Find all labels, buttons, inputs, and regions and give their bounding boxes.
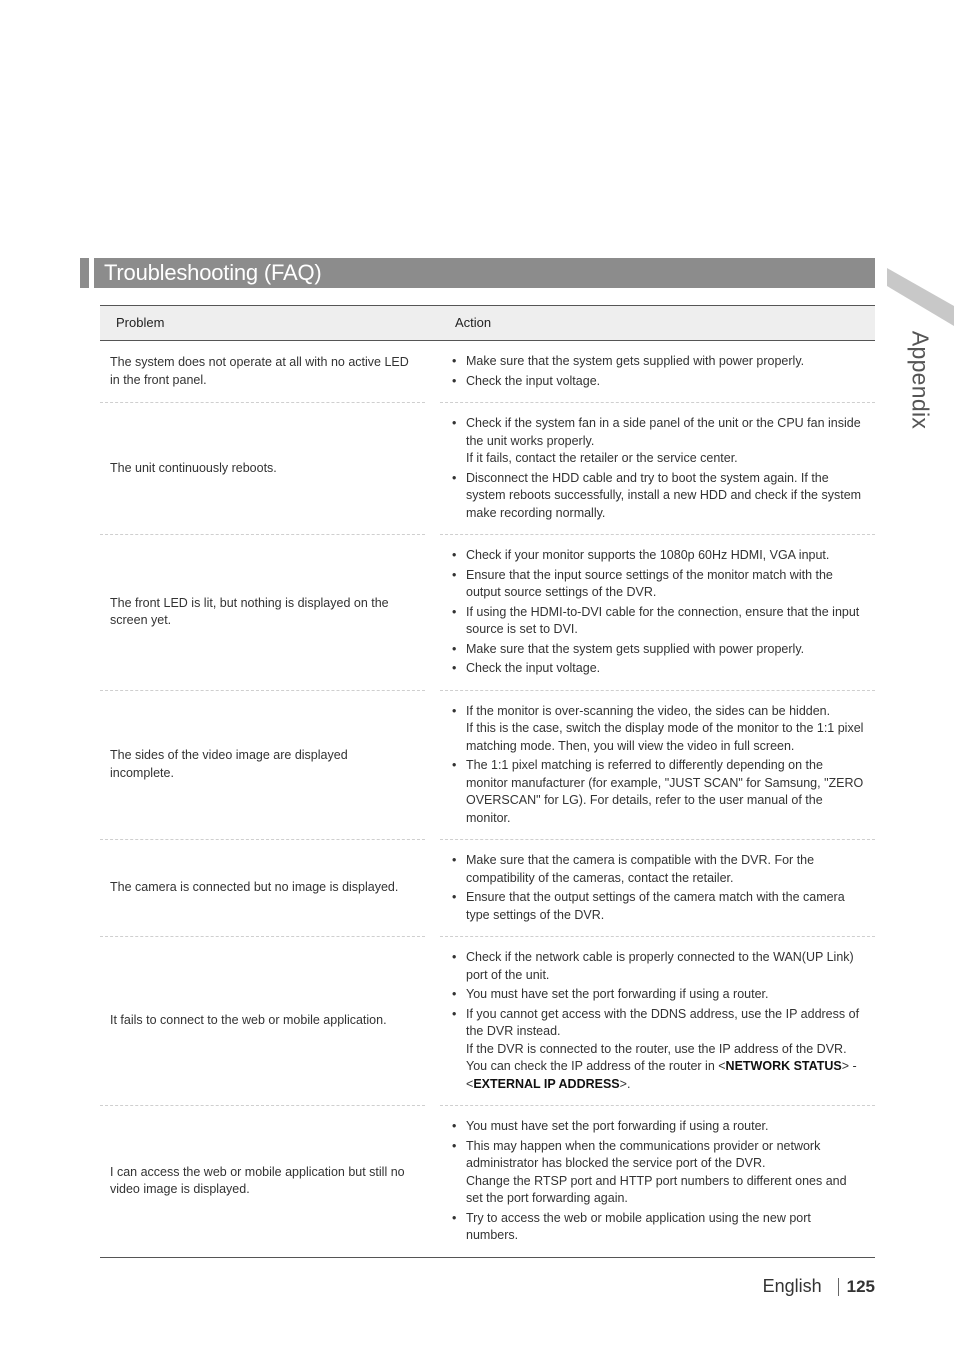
- list-item: • You must have set the port forwarding if using a router.: [450, 986, 865, 1004]
- table-row: [100, 840, 875, 937]
- list-item: • If you cannot get access with the DDNS address, use the IP address of the DVR instead. If the DVR is connected to the router, use the IP address of the DVR. You can check the IP address of the router in <NETWORK STATUS> - <EXTERNAL IP ADDRESS>.: [450, 1006, 865, 1094]
- appendix-tab-shape: [887, 268, 954, 326]
- problem-cell: The system does not operate at all with no active LED in the front panel.: [100, 341, 425, 403]
- table-row: [100, 1106, 875, 1258]
- list-item: • Make sure that the system gets supplied with power properly.: [450, 641, 865, 659]
- page-footer: [763, 1276, 875, 1297]
- list-item: • Check if the network cable is properly connected to the WAN(UP Link) port of the unit.: [450, 949, 865, 984]
- action-cell: [440, 840, 875, 937]
- action-cell: [440, 403, 875, 535]
- list-item: • Check if your monitor supports the 1080p 60Hz HDMI, VGA input.: [450, 547, 865, 565]
- list-item: • Check the input voltage.: [450, 660, 865, 678]
- section-title-bar: [80, 258, 875, 288]
- list-item: • Check if the system fan in a side panel of the unit or the CPU fan inside the unit works properly. If it fails, contact the retailer or the service center.: [450, 415, 865, 468]
- action-cell: [440, 1106, 875, 1258]
- menu-external-ip-address: EXTERNAL IP ADDRESS: [473, 1076, 620, 1091]
- table-row: [100, 403, 875, 535]
- problem-cell: It fails to connect to the web or mobile application.: [100, 937, 425, 1106]
- list-item: • If using the HDMI-to-DVI cable for the connection, ensure that the input source is set to DVI.: [450, 604, 865, 639]
- list-item: • Ensure that the input source settings of the monitor match with the output source settings of the DVR.: [450, 567, 865, 602]
- action-cell: [440, 535, 875, 691]
- header-action: Action: [440, 306, 875, 341]
- footer-language: English: [762, 1276, 822, 1296]
- list-item: • Disconnect the HDD cable and try to boot the system again. If the system reboots successfully, install a new HDD and check if the system make recording normally.: [450, 470, 865, 523]
- table-row: [100, 341, 875, 403]
- action-cell: [440, 937, 875, 1106]
- table-header-row: [100, 306, 875, 341]
- menu-path-text: You can check the IP address of the router in <NETWORK STATUS> - <EXTERNAL IP ADDRESS>.: [466, 1059, 857, 1091]
- problem-cell: The front LED is lit, but nothing is displayed on the screen yet.: [100, 535, 425, 691]
- table-row: [100, 690, 875, 840]
- list-item: • This may happen when the communications provider or network administrator has blocked the service port of the DVR. Change the RTSP port and HTTP port numbers to different ones and set the port forwarding again.: [450, 1138, 865, 1208]
- appendix-tab-label: Appendix: [907, 330, 934, 430]
- page-number: 125: [846, 1276, 875, 1296]
- list-item: • Check the input voltage.: [450, 373, 865, 391]
- page-title: Troubleshooting (FAQ): [104, 260, 322, 285]
- faq-table: [100, 305, 875, 1258]
- problem-cell: The sides of the video image are displayed incomplete.: [100, 690, 425, 840]
- header-spacer: [425, 306, 440, 341]
- list-item: • Ensure that the output settings of the camera match with the camera type settings of the DVR.: [450, 889, 865, 924]
- list-item: • If the monitor is over-scanning the video, the sides can be hidden. If this is the case, switch the display mode of the monitor to the 1:1 pixel matching mode. Then, you will view the video in full screen.: [450, 703, 865, 756]
- list-item: • Try to access the web or mobile application using the new port numbers.: [450, 1210, 865, 1245]
- table-row: [100, 535, 875, 691]
- footer-separator: [838, 1278, 839, 1296]
- problem-cell: The unit continuously reboots.: [100, 403, 425, 535]
- table-row: [100, 937, 875, 1106]
- problem-cell: The camera is connected but no image is displayed.: [100, 840, 425, 937]
- list-item: • Make sure that the camera is compatible with the DVR. For the compatibility of the cameras, contact the retailer.: [450, 852, 865, 887]
- action-cell: [440, 690, 875, 840]
- action-cell: [440, 341, 875, 403]
- menu-network-status: NETWORK STATUS: [725, 1059, 842, 1073]
- problem-cell: I can access the web or mobile application but still no video image is displayed.: [100, 1106, 425, 1258]
- list-item: • The 1:1 pixel matching is referred to differently depending on the monitor manufacturer (for example, "JUST SCAN" for Samsung, "ZERO OVERSCAN" for LG). For details, refer to the user manual of the monitor.: [450, 757, 865, 827]
- list-item: • You must have set the port forwarding if using a router.: [450, 1118, 865, 1136]
- header-problem: Problem: [100, 306, 425, 341]
- list-item: • Make sure that the system gets supplied with power properly.: [450, 353, 865, 371]
- title-accent-block: [80, 258, 89, 288]
